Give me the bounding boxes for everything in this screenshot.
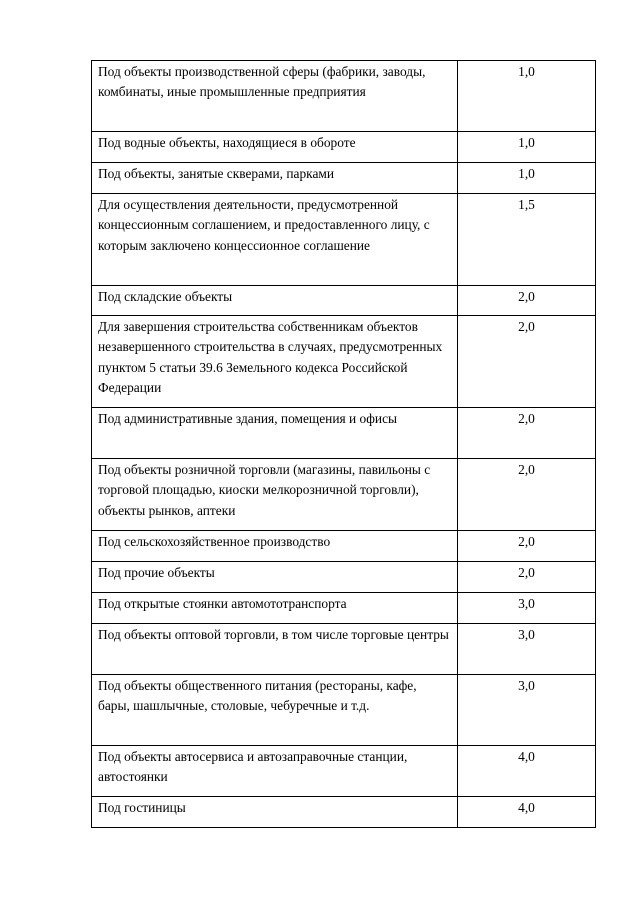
row-coefficient: 1,0 (458, 132, 596, 163)
table-row (92, 316, 596, 408)
row-coefficient: 2,0 (458, 316, 596, 408)
table-row (92, 593, 596, 624)
row-coefficient: 1,0 (458, 163, 596, 194)
row-coefficient: 2,0 (458, 408, 596, 459)
row-description: Под открытые стоянки автомототранспорта (92, 593, 458, 624)
table-row (92, 286, 596, 316)
row-coefficient: 2,0 (458, 459, 596, 531)
row-description: Под гостиницы (92, 797, 458, 828)
row-description: Под сельскохозяйственное производство (92, 531, 458, 562)
row-coefficient: 4,0 (458, 797, 596, 828)
table-row (92, 61, 596, 132)
row-coefficient: 2,0 (458, 562, 596, 593)
row-coefficient: 2,0 (458, 286, 596, 316)
row-description: Под административные здания, помещения и офисы (92, 408, 458, 459)
table-row (92, 531, 596, 562)
table-row (92, 562, 596, 593)
row-coefficient: 1,5 (458, 194, 596, 286)
table-row (92, 746, 596, 797)
row-description: Под водные объекты, находящиеся в обороте (92, 132, 458, 163)
table-row (92, 624, 596, 675)
table-row (92, 132, 596, 163)
row-description: Для завершения строительства собственникам объектов незавершенного строительства в случаях, предусмотренных пунктом 5 статьи 39.6 Земельного кодекса Российской Федерации (92, 316, 458, 408)
row-description: Под объекты производственной сферы (фабрики, заводы, комбинаты, иные промышленные предприятия (92, 61, 458, 132)
row-description: Под складские объекты (92, 286, 458, 316)
table-row (92, 797, 596, 828)
row-description: Под объекты розничной торговли (магазины, павильоны с торговой площадью, киоски мелкорозничной торговли), объекты рынков, аптеки (92, 459, 458, 531)
table-row (92, 408, 596, 459)
row-description: Под объекты оптовой торговли, в том числе торговые центры (92, 624, 458, 675)
row-coefficient: 3,0 (458, 624, 596, 675)
table-row (92, 163, 596, 194)
row-description: Под объекты автосервиса и автозаправочные станции, автостоянки (92, 746, 458, 797)
table-row (92, 194, 596, 286)
row-description: Под объекты, занятые скверами, парками (92, 163, 458, 194)
row-coefficient: 4,0 (458, 746, 596, 797)
row-description: Под объекты общественного питания (рестораны, кафе, бары, шашлычные, столовые, чебуречные и т.д. (92, 675, 458, 746)
table-row (92, 675, 596, 746)
row-coefficient: 2,0 (458, 531, 596, 562)
coefficient-table (91, 60, 596, 828)
row-coefficient: 3,0 (458, 593, 596, 624)
row-coefficient: 1,0 (458, 61, 596, 132)
table-row (92, 459, 596, 531)
row-coefficient: 3,0 (458, 675, 596, 746)
row-description: Для осуществления деятельности, предусмотренной концессионным соглашением, и предоставленного лицу, с которым заключено концессионное соглашение (92, 194, 458, 286)
row-description: Под прочие объекты (92, 562, 458, 593)
